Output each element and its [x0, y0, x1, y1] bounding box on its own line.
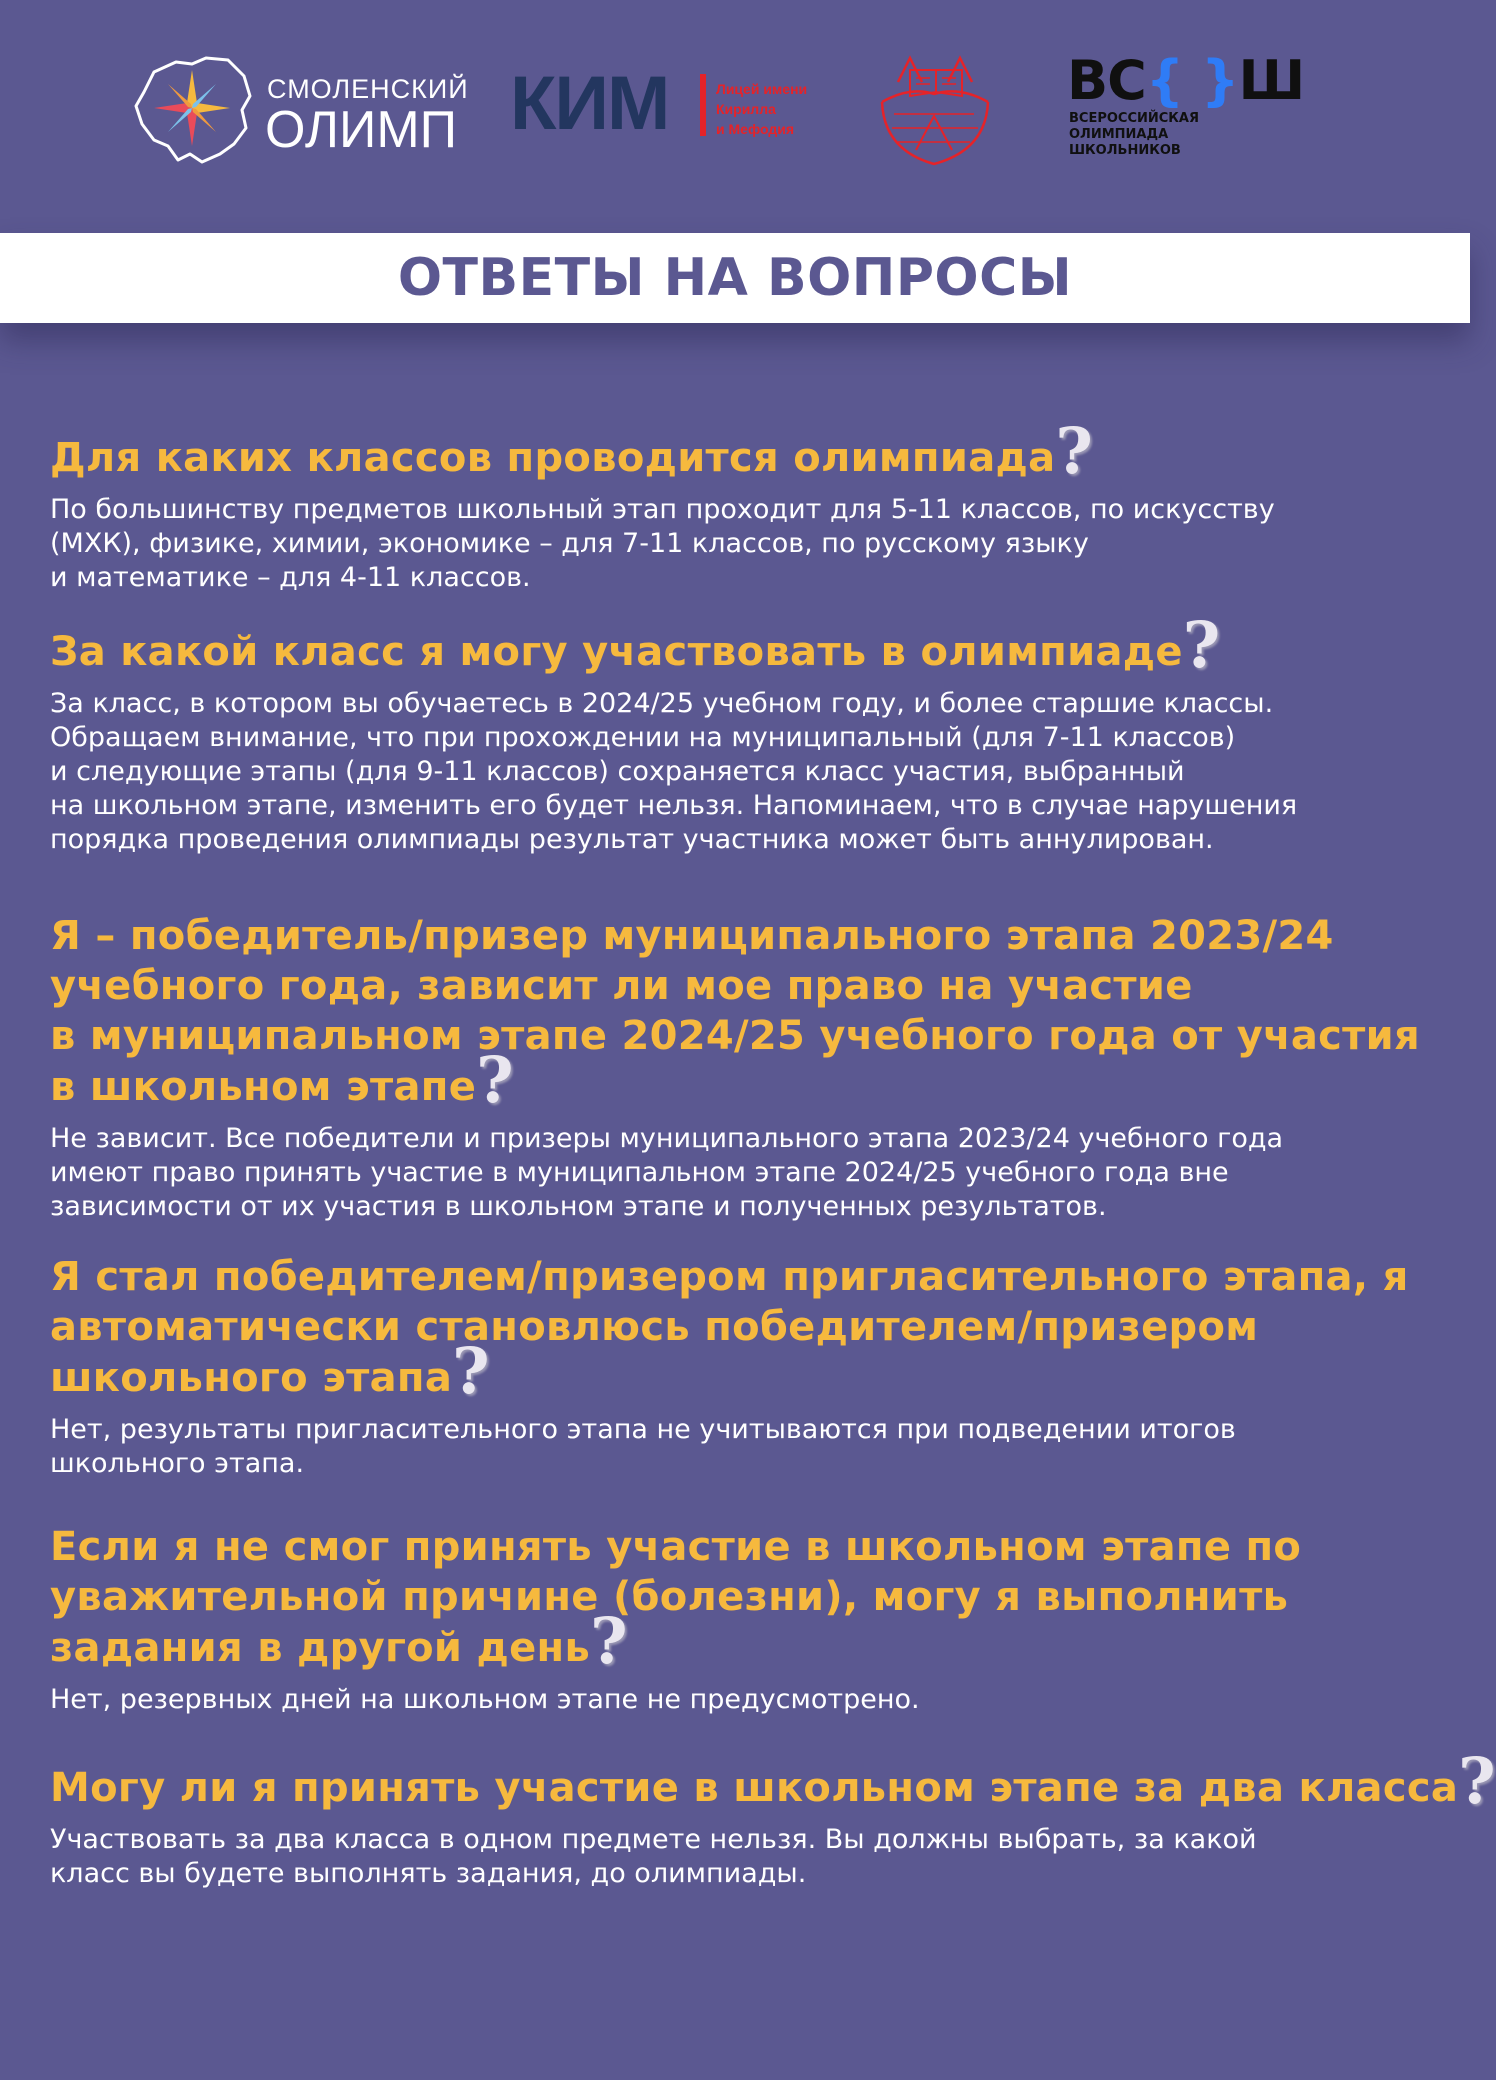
- question-mark-icon: ?: [1458, 1744, 1496, 1819]
- question-line: уважительной причине (болезни), могу я выполнить: [50, 1574, 1289, 1620]
- answer-line: имеют право принять участие в муниципальном этапе 2024/25 учебного года вне: [50, 1157, 1229, 1188]
- kim-lyceum-logo: [510, 61, 830, 152]
- answer-line: на школьном этапе, изменить его будет нельзя. Напоминаем, что в случае нарушения: [50, 790, 1298, 821]
- question: [50, 608, 1450, 683]
- answer-line: Нет, результаты пригласительного этапа не учитываются при подведении итогов: [50, 1414, 1236, 1445]
- answer: [50, 687, 1450, 857]
- question-line: в школьном этапе: [50, 1064, 477, 1110]
- question: [50, 911, 1450, 1118]
- kim-sub-line: Лицей имени: [716, 81, 808, 97]
- fortress-book-emblem-icon: [870, 50, 1000, 168]
- smolensk-olymp-logo: [132, 50, 482, 170]
- vsosh-wordmark-brackets: { }: [1145, 49, 1239, 112]
- qa-item: [50, 1522, 1450, 1717]
- question-line: школьного этапа: [50, 1355, 453, 1401]
- question-mark-icon: ?: [590, 1604, 628, 1679]
- answer: [50, 1683, 1450, 1717]
- question-mark-icon: ?: [476, 1043, 514, 1118]
- kim-sub-line: Кирилла: [716, 101, 776, 117]
- answer: [50, 493, 1450, 595]
- answer-line: зависимости от их участия в школьном этапе и полученных результатов.: [50, 1191, 1107, 1222]
- answer-line: За класс, в котором вы обучаетесь в 2024/25 учебном году, и более старшие классы.: [50, 688, 1274, 719]
- qa-item: [50, 1744, 1496, 1891]
- lyceum-emblem: [870, 50, 1000, 168]
- logo-line2: ОЛИМП: [265, 101, 458, 159]
- answer-line: порядка проведения олимпиады результат участника может быть аннулирован.: [50, 824, 1214, 855]
- answer: [50, 1413, 1450, 1481]
- question-mark-icon: ?: [452, 1334, 490, 1409]
- region-map-compass-icon: [132, 50, 252, 170]
- answer-line: (МХК), физике, химии, экономике – для 7-11 классов, по русскому языку: [50, 528, 1089, 559]
- kim-sub-line: и Мефодия: [716, 121, 795, 137]
- question-line: задания в другой день: [50, 1625, 591, 1671]
- question-line: Я стал победителем/призером пригласительного этапа, я: [50, 1254, 1409, 1300]
- answer-line: школьного этапа.: [50, 1448, 305, 1479]
- question: [50, 1744, 1496, 1819]
- question-mark-icon: ?: [1182, 608, 1221, 683]
- question-line: Могу ли я принять участие в школьном этапе за два класса: [50, 1765, 1459, 1811]
- answer-line: Участвовать за два класса в одном предмете нельзя. Вы должны выбрать, за какой: [50, 1824, 1257, 1855]
- question-line: в муниципальном этапе 2024/25 учебного года от участия: [50, 1013, 1420, 1059]
- vsosh-wordmark: [1067, 49, 1305, 112]
- vsosh-wordmark-right: Ш: [1238, 49, 1305, 112]
- answer-line: и следующие этапы (для 9-11 классов) сохраняется класс участия, выбранный: [50, 756, 1185, 787]
- question-line: автоматически становлюсь победителем/призером: [50, 1304, 1259, 1350]
- question: [50, 1522, 1450, 1679]
- vsosh-wordmark-left: ВС: [1067, 49, 1146, 112]
- question-line: Я – победитель/призер муниципального этапа 2023/24: [50, 913, 1334, 959]
- vsosh-logo: [1067, 49, 1337, 164]
- answer: [50, 1823, 1450, 1891]
- answer-line: Обращаем внимание, что при прохождении на муниципальный (для 7-11 классов): [50, 722, 1236, 753]
- question-line: Если я не смог принять участие в школьном этапе по: [50, 1524, 1302, 1570]
- answer-line: класс вы будете выполнять задания, до олимпиады.: [50, 1858, 807, 1889]
- logo-bar: [0, 0, 1470, 232]
- answer-line: и математике – для 4-11 классов.: [50, 562, 531, 593]
- answer-line: По большинству предметов школьный этап проходит для 5-11 классов, по искусству: [50, 494, 1275, 525]
- qa-item: [50, 608, 1450, 857]
- qa-item: [50, 414, 1450, 595]
- page-title: ОТВЕТЫ НА ВОПРОСЫ: [397, 248, 1073, 308]
- answer-line: Нет, резервных дней на школьном этапе не предусмотрено.: [50, 1684, 920, 1715]
- vsosh-sub-line: ВСЕРОССИЙСКАЯ: [1069, 111, 1199, 126]
- question-mark-icon: ?: [1055, 414, 1094, 489]
- vsosh-sub-line: ОЛИМПИАДА: [1069, 127, 1169, 142]
- question-line: Для каких классов проводится олимпиада: [50, 435, 1056, 481]
- vsosh-sub-line: ШКОЛЬНИКОВ: [1069, 143, 1181, 158]
- qa-item: [50, 1252, 1450, 1481]
- question-line: учебного года, зависит ли мое право на участие: [50, 963, 1193, 1009]
- question: [50, 1252, 1450, 1409]
- qa-item: [50, 911, 1450, 1224]
- question-line: За какой класс я могу участвовать в олимпиаде: [50, 629, 1183, 675]
- title-banner: [0, 233, 1470, 323]
- answer-line: Не зависит. Все победители и призеры муниципального этапа 2023/24 учебного года: [50, 1123, 1284, 1154]
- kim-divider: [700, 74, 706, 136]
- kim-wordmark: КИМ: [510, 61, 669, 146]
- answer: [50, 1122, 1450, 1224]
- logo-line1: СМОЛЕНСКИЙ: [267, 74, 469, 104]
- question: [50, 414, 1450, 489]
